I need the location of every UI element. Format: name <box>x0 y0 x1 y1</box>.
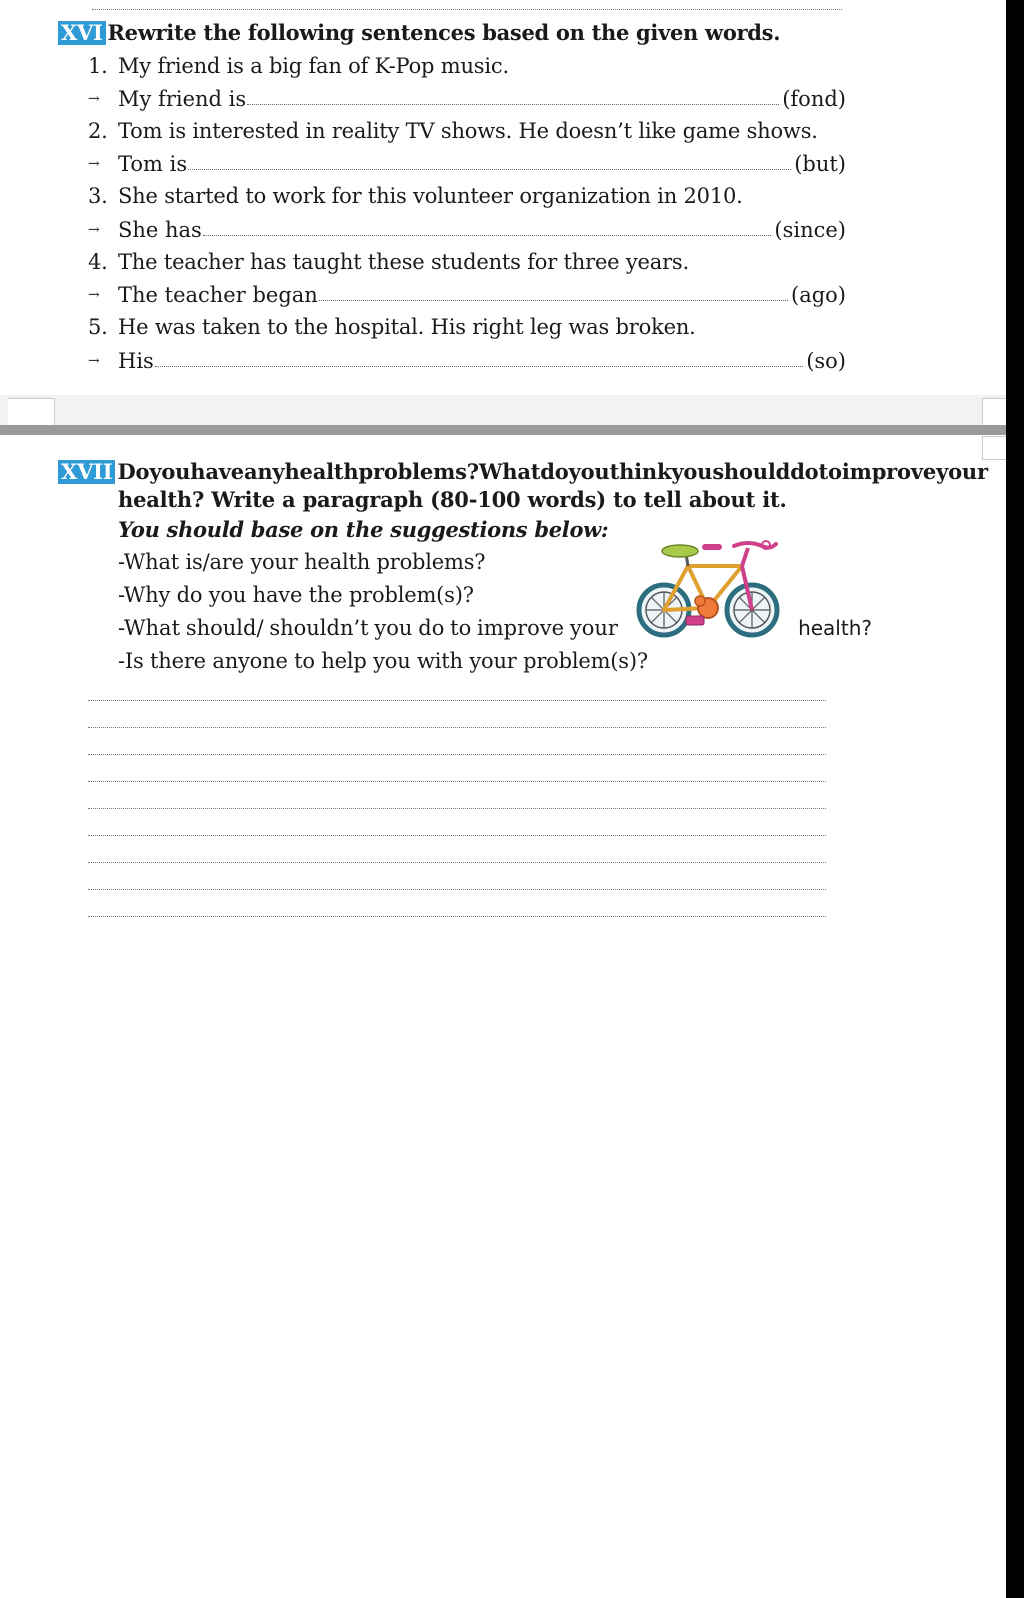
answer-blank[interactable] <box>188 169 791 170</box>
question-3: 3. She started to work for this volunteer organization in 2010. <box>88 184 743 208</box>
writing-line[interactable] <box>88 781 826 782</box>
writing-line[interactable] <box>88 754 826 755</box>
instruction: You should base on the suggestions below: <box>118 517 609 542</box>
writing-line[interactable] <box>88 700 826 701</box>
bicycle-icon <box>630 536 786 644</box>
answer-blank[interactable] <box>319 300 788 301</box>
page-corner-right-lower <box>982 436 1006 460</box>
writing-line[interactable] <box>88 862 826 863</box>
page-corner-right <box>982 398 1006 426</box>
page-corner-left <box>8 398 55 426</box>
hint-word: (ago) <box>791 283 846 307</box>
writing-line[interactable] <box>88 916 826 917</box>
arrow-icon: → <box>88 91 100 107</box>
section-16-badge: XVI <box>58 21 106 45</box>
suggestion-4: -Is there anyone to help you with your problem(s)? <box>118 649 648 673</box>
question-4: 4. The teacher has taught these students for three years. <box>88 250 689 274</box>
arrow-icon: → <box>88 353 100 369</box>
section-17-badge: XVII Do <box>58 458 149 486</box>
section-16-heading <box>58 20 780 45</box>
section-17-prompt <box>58 458 988 514</box>
answer-blank[interactable] <box>203 235 772 236</box>
answer-blank[interactable] <box>155 366 803 367</box>
top-dotted-line <box>92 9 842 10</box>
arrow-icon: → <box>88 156 100 172</box>
question-1: 1. My friend is a big fan of K-Pop music. <box>88 54 509 78</box>
writing-line[interactable] <box>88 835 826 836</box>
answer-line-1[interactable]: → My friend is (fond) <box>88 87 846 111</box>
writing-line[interactable] <box>88 727 826 728</box>
question-2: 2. Tom is interested in reality TV shows. He doesn’t like game shows. <box>88 119 818 143</box>
writing-line[interactable] <box>88 808 826 809</box>
answer-blank[interactable] <box>247 104 779 105</box>
answer-line-2[interactable]: → Tom is (but) <box>88 152 846 176</box>
hint-word: (but) <box>794 152 846 176</box>
answer-line-3[interactable]: → She has (since) <box>88 218 846 242</box>
section-16-title: Rewrite the following sentences based on the given words. <box>107 20 781 45</box>
hint-word: (so) <box>806 349 846 373</box>
arrow-icon: → <box>88 222 100 238</box>
hint-word: (since) <box>774 218 846 242</box>
suggestion-2: -Why do you have the problem(s)? <box>118 583 474 607</box>
prompt-line-2: health? Write a paragraph (80-100 words) to tell about it. <box>118 487 787 512</box>
arrow-icon: → <box>88 287 100 303</box>
suggestion-3: -What should/ shouldn’t you do to improve your health? <box>118 616 872 640</box>
answer-line-4[interactable]: → The teacher began (ago) <box>88 283 846 307</box>
writing-line[interactable] <box>88 889 826 890</box>
prompt-line-1: XVII Do you have any health problems? What do you think you should do to improve your <box>58 458 988 486</box>
answer-line-5[interactable]: → His (so) <box>88 349 846 373</box>
suggestion-1: -What is/are your health problems? <box>118 550 486 574</box>
hint-word: (fond) <box>782 87 846 111</box>
page-divider <box>0 425 1006 435</box>
question-5: 5. He was taken to the hospital. His right leg was broken. <box>88 315 696 339</box>
